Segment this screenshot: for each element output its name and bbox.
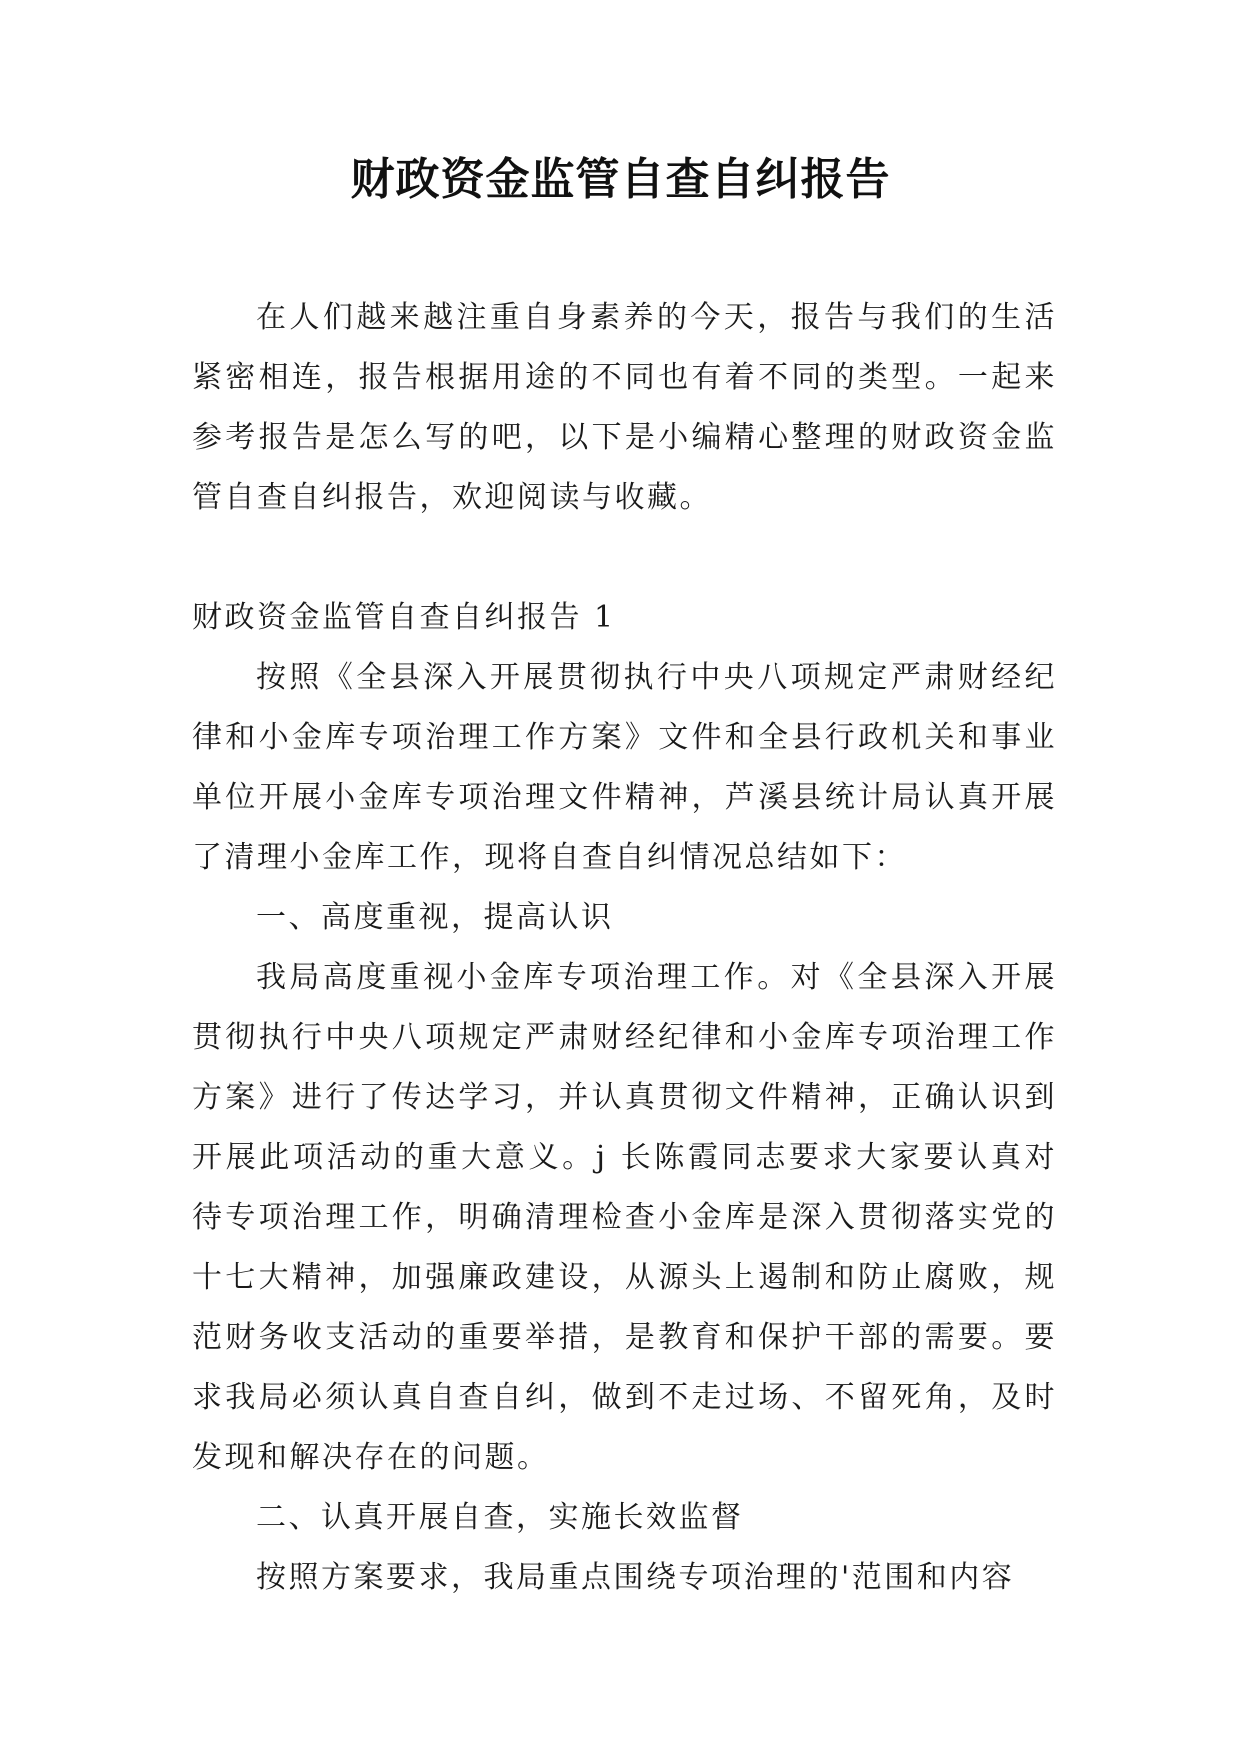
section-heading: 财政资金监管自查自纠报告 1 [192, 600, 616, 635]
document-body [192, 288, 1057, 1608]
body-paragraph-3: 按照方案要求，我局重点围绕专项治理的'范围和内容 [256, 1560, 1015, 1595]
document-title: 财政资金监管自查自纠报告 [350, 154, 891, 205]
subheading-1: 一、高度重视，提高认识 [256, 900, 614, 935]
body-paragraph-1: 按照《全县深入开展贯彻执行中央八项规定严肃财经纪律和小金库专项治理工作方案》文件和全县行政机关和事业单位开展小金库专项治理文件精神，芦溪县统计局认真开展了清理小金库工作，现将自查自纠情况总结如下： [192, 660, 1057, 875]
intro-paragraph: 在人们越来越注重自身素养的今天，报告与我们的生活紧密相连，报告根据用途的不同也有着不同的类型。一起来参考报告是怎么写的吧，以下是小编精心整理的财政资金监管自查自纠报告，欢迎阅读与收藏。 [192, 300, 1057, 515]
subheading-2: 二、认真开展自查，实施长效监督 [256, 1500, 744, 1535]
body-paragraph-2: 我局高度重视小金库专项治理工作。对《全县深入开展贯彻执行中央八项规定严肃财经纪律和小金库专项治理工作方案》进行了传达学习，并认真贯彻文件精神，正确认识到开展此项活动的重大意义。j 长陈霞同志要求大家要认真对待专项治理工作，明确清理检查小金库是深入贯彻落实党的十七大精神，加强廉政建设，从源头上遏制和防止腐败，规范财务收支活动的重要举措，是教育和保护干部的需要。要求我局必须认真自查自纠，做到不走过场、不留死角，及时发现和解决存在的问题。 [192, 960, 1057, 1475]
